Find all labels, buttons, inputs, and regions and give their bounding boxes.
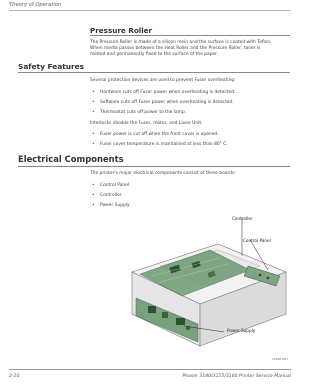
section-divider <box>18 166 290 167</box>
bullet-icon: • <box>92 132 95 137</box>
pressure-roller-paragraph <box>90 40 295 57</box>
list-item: • Hardware cuts off Fuser power when overheating is detected. <box>92 90 236 95</box>
list-item: • Software cuts off Fuser power when overheating is detected. <box>92 100 234 105</box>
figure-id: s3160-097 <box>272 357 289 361</box>
section-divider <box>90 35 290 36</box>
bullet-icon: • <box>92 90 95 95</box>
section-divider <box>18 72 290 73</box>
callout-power-supply: Power Supply <box>227 328 256 333</box>
list-item: • Power Supply <box>92 203 130 208</box>
callout-control-panel: Control Panel <box>243 238 271 243</box>
footer-divider <box>9 369 291 370</box>
page-header-title: Theory of Operation <box>9 2 62 8</box>
paragraph-line: The Pressure Roller is made of a silicon resin and the surface is coated with Teflon. <box>90 40 272 45</box>
electrical-intro: The printer's major electrical components consist of these boards: <box>90 171 236 176</box>
interlock-text: Interlocks disable the Fuser, motor, and Laser Unit. <box>90 121 203 126</box>
callout-controller: Controller <box>232 216 253 221</box>
bullet-icon: • <box>92 142 95 147</box>
manual-title: Phaser 3140/3155/3160 Printer Service Manual <box>182 374 291 379</box>
section-heading-pressure-roller: Pressure Roller <box>90 26 153 35</box>
list-item: • Control Panel <box>92 183 130 188</box>
list-item: • Thermostat cuts off power to the lamp. <box>92 110 187 115</box>
list-item: • Fuser cover temperature is maintained at less than 80° C. <box>92 142 228 147</box>
bullet-icon: • <box>92 110 95 115</box>
safety-intro: Several protection devices are used to prevent Fuser overheating: <box>90 78 236 83</box>
paragraph-line: melted and permanently fixed to the surface of the paper. <box>90 51 218 57</box>
printer-electrical-diagram <box>100 214 300 364</box>
paragraph-line: When media passes between the Heat Roller and the Pressure Roller, toner is <box>90 45 261 51</box>
page-number: 2-10 <box>9 374 20 379</box>
header-divider <box>9 10 291 11</box>
bullet-icon: • <box>92 203 95 208</box>
bullet-icon: • <box>92 100 95 105</box>
bullet-icon: • <box>92 183 95 188</box>
section-heading-electrical-components: Electrical Components <box>18 154 124 164</box>
list-item: • Controller <box>92 193 122 198</box>
section-heading-safety-features: Safety Features <box>18 62 85 71</box>
bullet-icon: • <box>92 193 95 198</box>
list-item: • Fuser power is cut off when the front cover is opened. <box>92 132 219 137</box>
